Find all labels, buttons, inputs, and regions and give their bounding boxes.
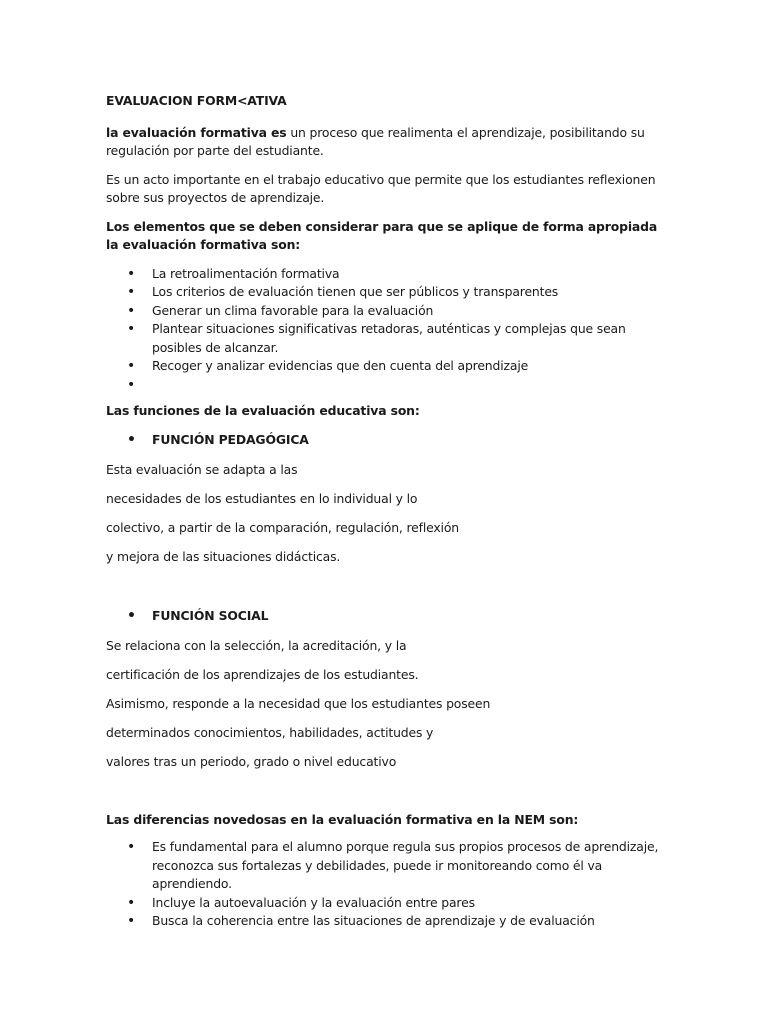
list-item (106, 357, 668, 376)
list-item-text: Plantear situaciones significativas retadoras, auténticas y complejas que sean posibles de alcanzar. (152, 321, 626, 355)
bullet-icon: • (127, 607, 136, 624)
list-item-text: Recoger y analizar evidencias que den cuenta del aprendizaje (152, 358, 529, 373)
bullet-icon: • (127, 284, 136, 300)
social-line: determinados conocimientos, habilidades, actitudes y (106, 725, 434, 740)
function-pedagogica-heading (106, 431, 668, 450)
functions-heading: Las funciones de la evaluación educativa son: (106, 403, 420, 418)
list-item (106, 912, 668, 931)
list-item-empty (106, 376, 668, 395)
list-item (106, 283, 668, 302)
list-item-text: Los criterios de evaluación tienen que ser públicos y transparentes (152, 284, 559, 299)
bullet-icon: • (127, 358, 136, 374)
social-line: certificación de los aprendizajes de los estudiantes. (106, 667, 419, 682)
function-social-heading (106, 607, 668, 626)
pedagogica-line: Esta evaluación se adapta a las (106, 462, 298, 477)
nem-heading: Las diferencias novedosas en la evaluación formativa en la NEM son: (106, 811, 579, 827)
list-item-text: La retroalimentación formativa (152, 265, 340, 281)
social-line: valores tras un periodo, grado o nivel educativo (106, 754, 397, 769)
function-heading-text: FUNCIÓN PEDAGÓGICA (152, 431, 309, 447)
bullet-icon: • (127, 894, 136, 911)
list-item-text: Incluye la autoevaluación y la evaluación entre pares (152, 894, 475, 910)
bullet-icon: • (127, 265, 136, 282)
pedagogica-line: y mejora de las situaciones didácticas. (106, 549, 341, 564)
list-item (106, 320, 668, 357)
elements-list (106, 265, 668, 395)
intro-rest: un proceso que realimenta el aprendizaje, posibilitando su regulación por parte del estudiante. (106, 124, 645, 158)
social-line: Se relaciona con la selección, la acreditación, y la (106, 638, 407, 653)
bullet-icon: • (127, 839, 136, 855)
list-item-text: Busca la coherencia entre las situaciones de aprendizaje y de evaluación (152, 913, 595, 928)
intro-paragraph (106, 124, 668, 161)
list-item (106, 265, 668, 284)
intro-bold-term: la evaluación formativa es (106, 124, 287, 140)
pedagogica-line: necesidades de los estudiantes en lo individual y lo (106, 491, 418, 506)
bullet-icon: • (127, 431, 136, 448)
list-item-text: Generar un clima favorable para la evaluación (152, 302, 434, 318)
bullet-icon: • (127, 321, 136, 337)
second-paragraph: Es un acto importante en el trabajo educativo que permite que los estudiantes reflexionen sobre sus proyectos de aprendizaje. (106, 171, 656, 205)
nem-list (106, 838, 668, 931)
function-heading-text: FUNCIÓN SOCIAL (152, 607, 269, 623)
list-item (106, 894, 668, 913)
list-item (106, 838, 668, 894)
pedagogica-line: colectivo, a partir de la comparación, regulación, reflexión (106, 520, 459, 535)
bullet-icon: • (127, 376, 136, 393)
elements-heading: Los elementos que se deben considerar para que se aplique de forma apropiada la evaluación formativa son: (106, 218, 658, 252)
list-item-text: Es fundamental para el alumno porque regula sus propios procesos de aprendizaje, reconozca sus fortalezas y debilidades, puede ir monitoreando como él va aprendiendo. (152, 839, 659, 891)
list-item (106, 302, 668, 321)
social-line: Asimismo, responde a la necesidad que los estudiantes poseen (106, 696, 491, 711)
document-title: EVALUACION FORM<ATIVA (106, 93, 287, 108)
bullet-icon: • (127, 913, 136, 929)
bullet-icon: • (127, 302, 136, 319)
